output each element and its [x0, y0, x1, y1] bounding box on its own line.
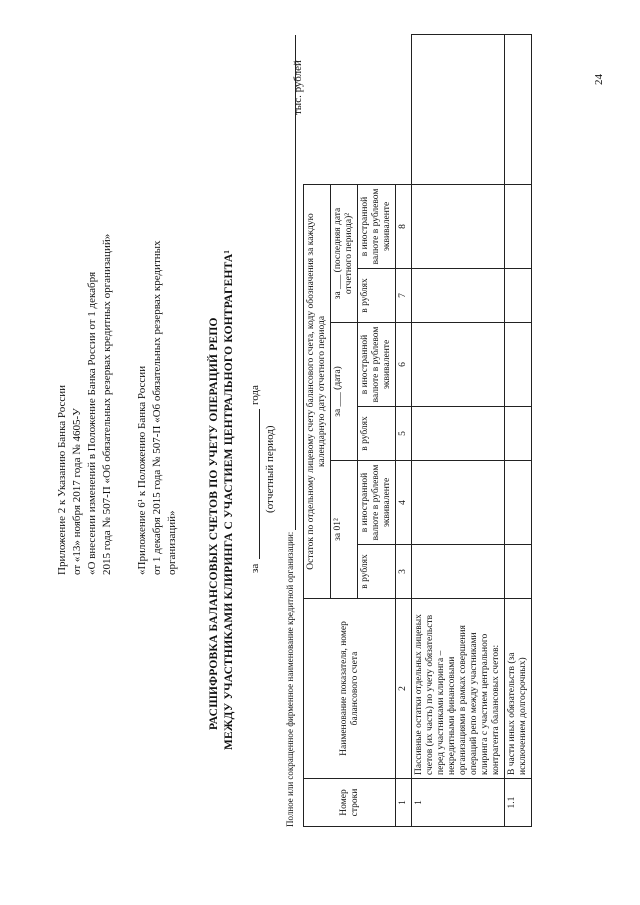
- cell: [505, 269, 532, 323]
- header-period-3: за ___ (последняя дата отчетного периода)²: [331, 185, 358, 323]
- colnum-7: 7: [396, 269, 412, 323]
- header-line-7: организаций»: [166, 510, 178, 575]
- document-title-line-2: МЕЖДУ УЧАСТНИКАМИ КЛИРИНГА С УЧАСТИЕМ ЦЕНТРАЛЬНОГО КОНТРАГЕНТА¹: [223, 249, 235, 750]
- header-indicator-name: Наименование показателя, номер балансового счета: [304, 599, 396, 779]
- cell: [505, 461, 532, 545]
- colnum-2: 2: [396, 599, 412, 779]
- cell: [412, 545, 505, 599]
- document-title-line-1: РАСШИФРОВКА БАЛАНСОВЫХ СЧЕТОВ ПО УЧЕТУ ОПЕРАЦИЙ РЕПО: [208, 317, 220, 730]
- header-line-1: Приложение 2 к Указанию Банка России: [56, 384, 68, 575]
- header-line-5: «Приложение 6¹ к Положению Банка России: [136, 365, 148, 575]
- header-fx-1: в иностранной валюте в рублевом эквиваленте: [358, 461, 396, 545]
- header-rub-1: в рублях: [358, 545, 396, 599]
- header-row-number: Номер строки: [304, 779, 396, 827]
- cell: [505, 407, 532, 461]
- period-prefix: за: [249, 563, 261, 573]
- table-row: [412, 35, 505, 827]
- header-line-3: «О внесении изменений в Положение Банка России от 1 декабря: [86, 271, 98, 575]
- org-label: Полное или сокращенное фирменное наименование кредитной организации:: [285, 531, 295, 827]
- cell: [412, 461, 505, 545]
- colnum-5: 5: [396, 407, 412, 461]
- header-rub-2: в рублях: [358, 407, 396, 461]
- breakdown-table: [303, 34, 532, 827]
- row-indicator: Пассивные остатки отдельных лицевых счетов (их часть) по учету обязательств перед участниками клиринга – некредитными финансовыми организациями в рамках совершения операций репо между участниками клиринга с участием центрального контрагента балансовых счетов:: [412, 599, 505, 779]
- cell: [505, 323, 532, 407]
- colnum-6: 6: [396, 323, 412, 407]
- header-line-2: от «13» ноября 2017 года № 4605-У: [71, 408, 83, 575]
- colnum-8: 8: [396, 185, 412, 269]
- units-label: тыс. рублей: [292, 60, 304, 115]
- colnum-1: 1: [396, 779, 412, 827]
- cell: [505, 545, 532, 599]
- cell: [412, 323, 505, 407]
- page-number: 24: [593, 74, 605, 85]
- header-fx-2: в иностранной валюте в рублевом эквиваленте: [358, 323, 396, 407]
- header-rub-3: в рублях: [358, 269, 396, 323]
- header-line-6: от 1 декабря 2015 года № 507-П «Об обязательных резервах кредитных: [151, 240, 163, 575]
- period-underline: [259, 409, 260, 559]
- cell: [412, 35, 505, 185]
- period-caption: (отчетный период): [264, 425, 276, 513]
- header-period-2: за ___ (дата): [331, 323, 358, 461]
- cell: [412, 407, 505, 461]
- row-number: 1.1: [505, 779, 532, 827]
- cell: [505, 185, 532, 269]
- cell: [505, 35, 532, 185]
- header-period-1: за 01²: [331, 461, 358, 599]
- row-indicator: В части иных обязательств (за исключением долгосрочных): [505, 599, 532, 779]
- cell: [412, 185, 505, 269]
- colnum-3: 3: [396, 545, 412, 599]
- period-suffix: года: [249, 385, 261, 405]
- cell: [412, 269, 505, 323]
- header-fx-3: в иностранной валюте в рублевом эквиваленте: [358, 185, 396, 269]
- header-line-4: 2015 года № 507-П «Об обязательных резервах кредитных организаций»: [101, 233, 113, 575]
- table-row: [505, 35, 532, 827]
- colnum-4: 4: [396, 461, 412, 545]
- blank-right-area: [304, 35, 412, 185]
- header-balance: Остаток по отдельному лицевому счету балансового счета, коду обозначения за каждую календарную дату отчетного периода: [304, 185, 331, 599]
- row-number: 1: [412, 779, 505, 827]
